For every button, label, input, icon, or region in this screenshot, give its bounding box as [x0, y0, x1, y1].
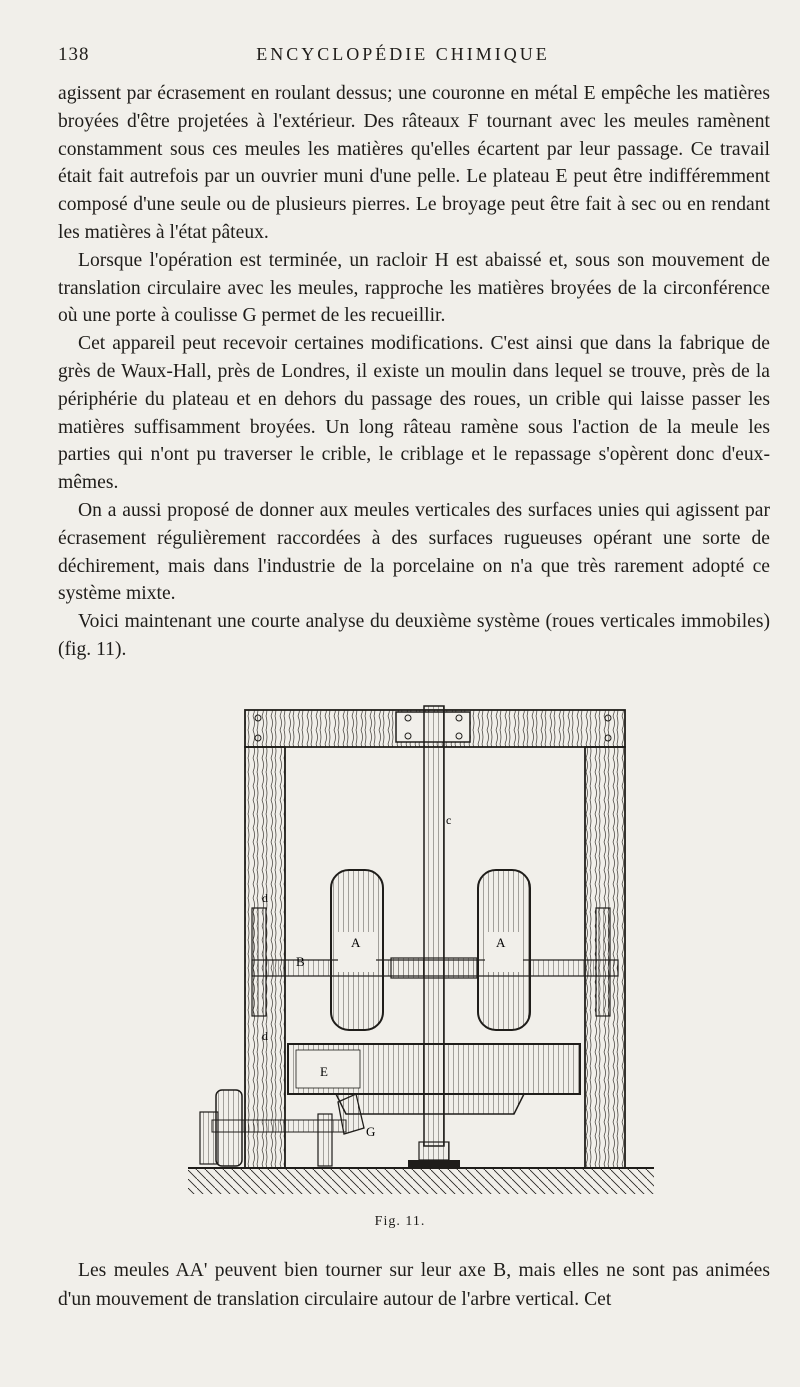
paragraph-3: Cet appareil peut recevoir certaines modifications. C'est ainsi que dans la fabrique de grès de Waux-Hall, près de Londres, il existe un moulin dans lequel se trouve, près de la périphérie du plateau et en dehors du passage des roues, un crible qui laisse passer les matières suffisamment broyées. Un long râteau ramène sous l'action de la meule les parties qui n'ont pu traverser le crible, le criblage et le repassage s'opèrent donc d'eux-mêmes. [58, 333, 770, 494]
page-header [58, 44, 748, 70]
pulley-bearing [200, 1112, 218, 1164]
left-bearing [252, 908, 266, 1016]
shaft-base [408, 1160, 460, 1168]
label-d-bottom: d [262, 1029, 268, 1043]
closing-paragraph: Les meules AA' peuvent bien tourner sur leur axe B, mais elles ne sont pas animées d'un mouvement de translation circulaire autour de l'arbre vertical. Cet [58, 1260, 770, 1310]
label-B: B [296, 954, 305, 969]
label-E: E [320, 1064, 328, 1079]
paragraph-1: agissent par écrasement en roulant dessus; une couronne en métal E empêche les matières broyées d'être projetées à l'extérieur. Des râteaux F tournant avec les meules ramènent constamment sous ces meules les matières qu'elles écartent par leur passage. Ce travail était fait autrefois par un ouvrier muni d'une pelle. Le plateau E peut être indifféremment composé d'une seule ou de plusieurs pierres. Le broyage peut être fait à sec ou en rendant les matières à l'état pâteux. [58, 83, 770, 243]
shaft-footstep [419, 1142, 449, 1160]
label-A-right: A [496, 935, 506, 950]
label-A-left: A [351, 935, 361, 950]
mill-diagram [188, 702, 658, 1200]
ground-hatching [188, 1168, 654, 1194]
label-G: G [366, 1124, 376, 1139]
paragraph-2: Lorsque l'opération est terminée, un racloir H est abaissé et, sous son mouvement de translation circulaire avec les meules, rapproche les matières broyées de la circonférence où une porte à coulisse G permet de les recueillir. [58, 249, 770, 327]
axle-hub [391, 958, 477, 978]
figure-caption: Fig. 11. [374, 1214, 426, 1229]
label-d-top: d [262, 891, 268, 905]
paragraph-4: On a aussi proposé de donner aux meules verticales des surfaces unies qui agissent par écrasement régulièrement raccordées à des surfaces rugueuses opérant une sorte de déchirement, mais dans l'industrie de la porcelaine on n'a que très rarement adopté ce système mixte. [58, 499, 770, 605]
drive-pulley [216, 1090, 242, 1166]
page-number: 138 [58, 44, 90, 65]
bevel-gear [336, 1094, 524, 1114]
right-bearing [596, 908, 610, 1016]
paragraph-5: Voici maintenant une courte analyse du deuxième système (roues verticales immobiles) (fig. 11). [58, 611, 770, 660]
label-c: c [446, 813, 452, 827]
figure-11 [188, 702, 658, 1200]
shaft-bearing [318, 1114, 332, 1166]
body-text [58, 80, 770, 664]
closing-text [58, 1256, 770, 1314]
running-title: ENCYCLOPÉDIE CHIMIQUE [256, 44, 550, 64]
